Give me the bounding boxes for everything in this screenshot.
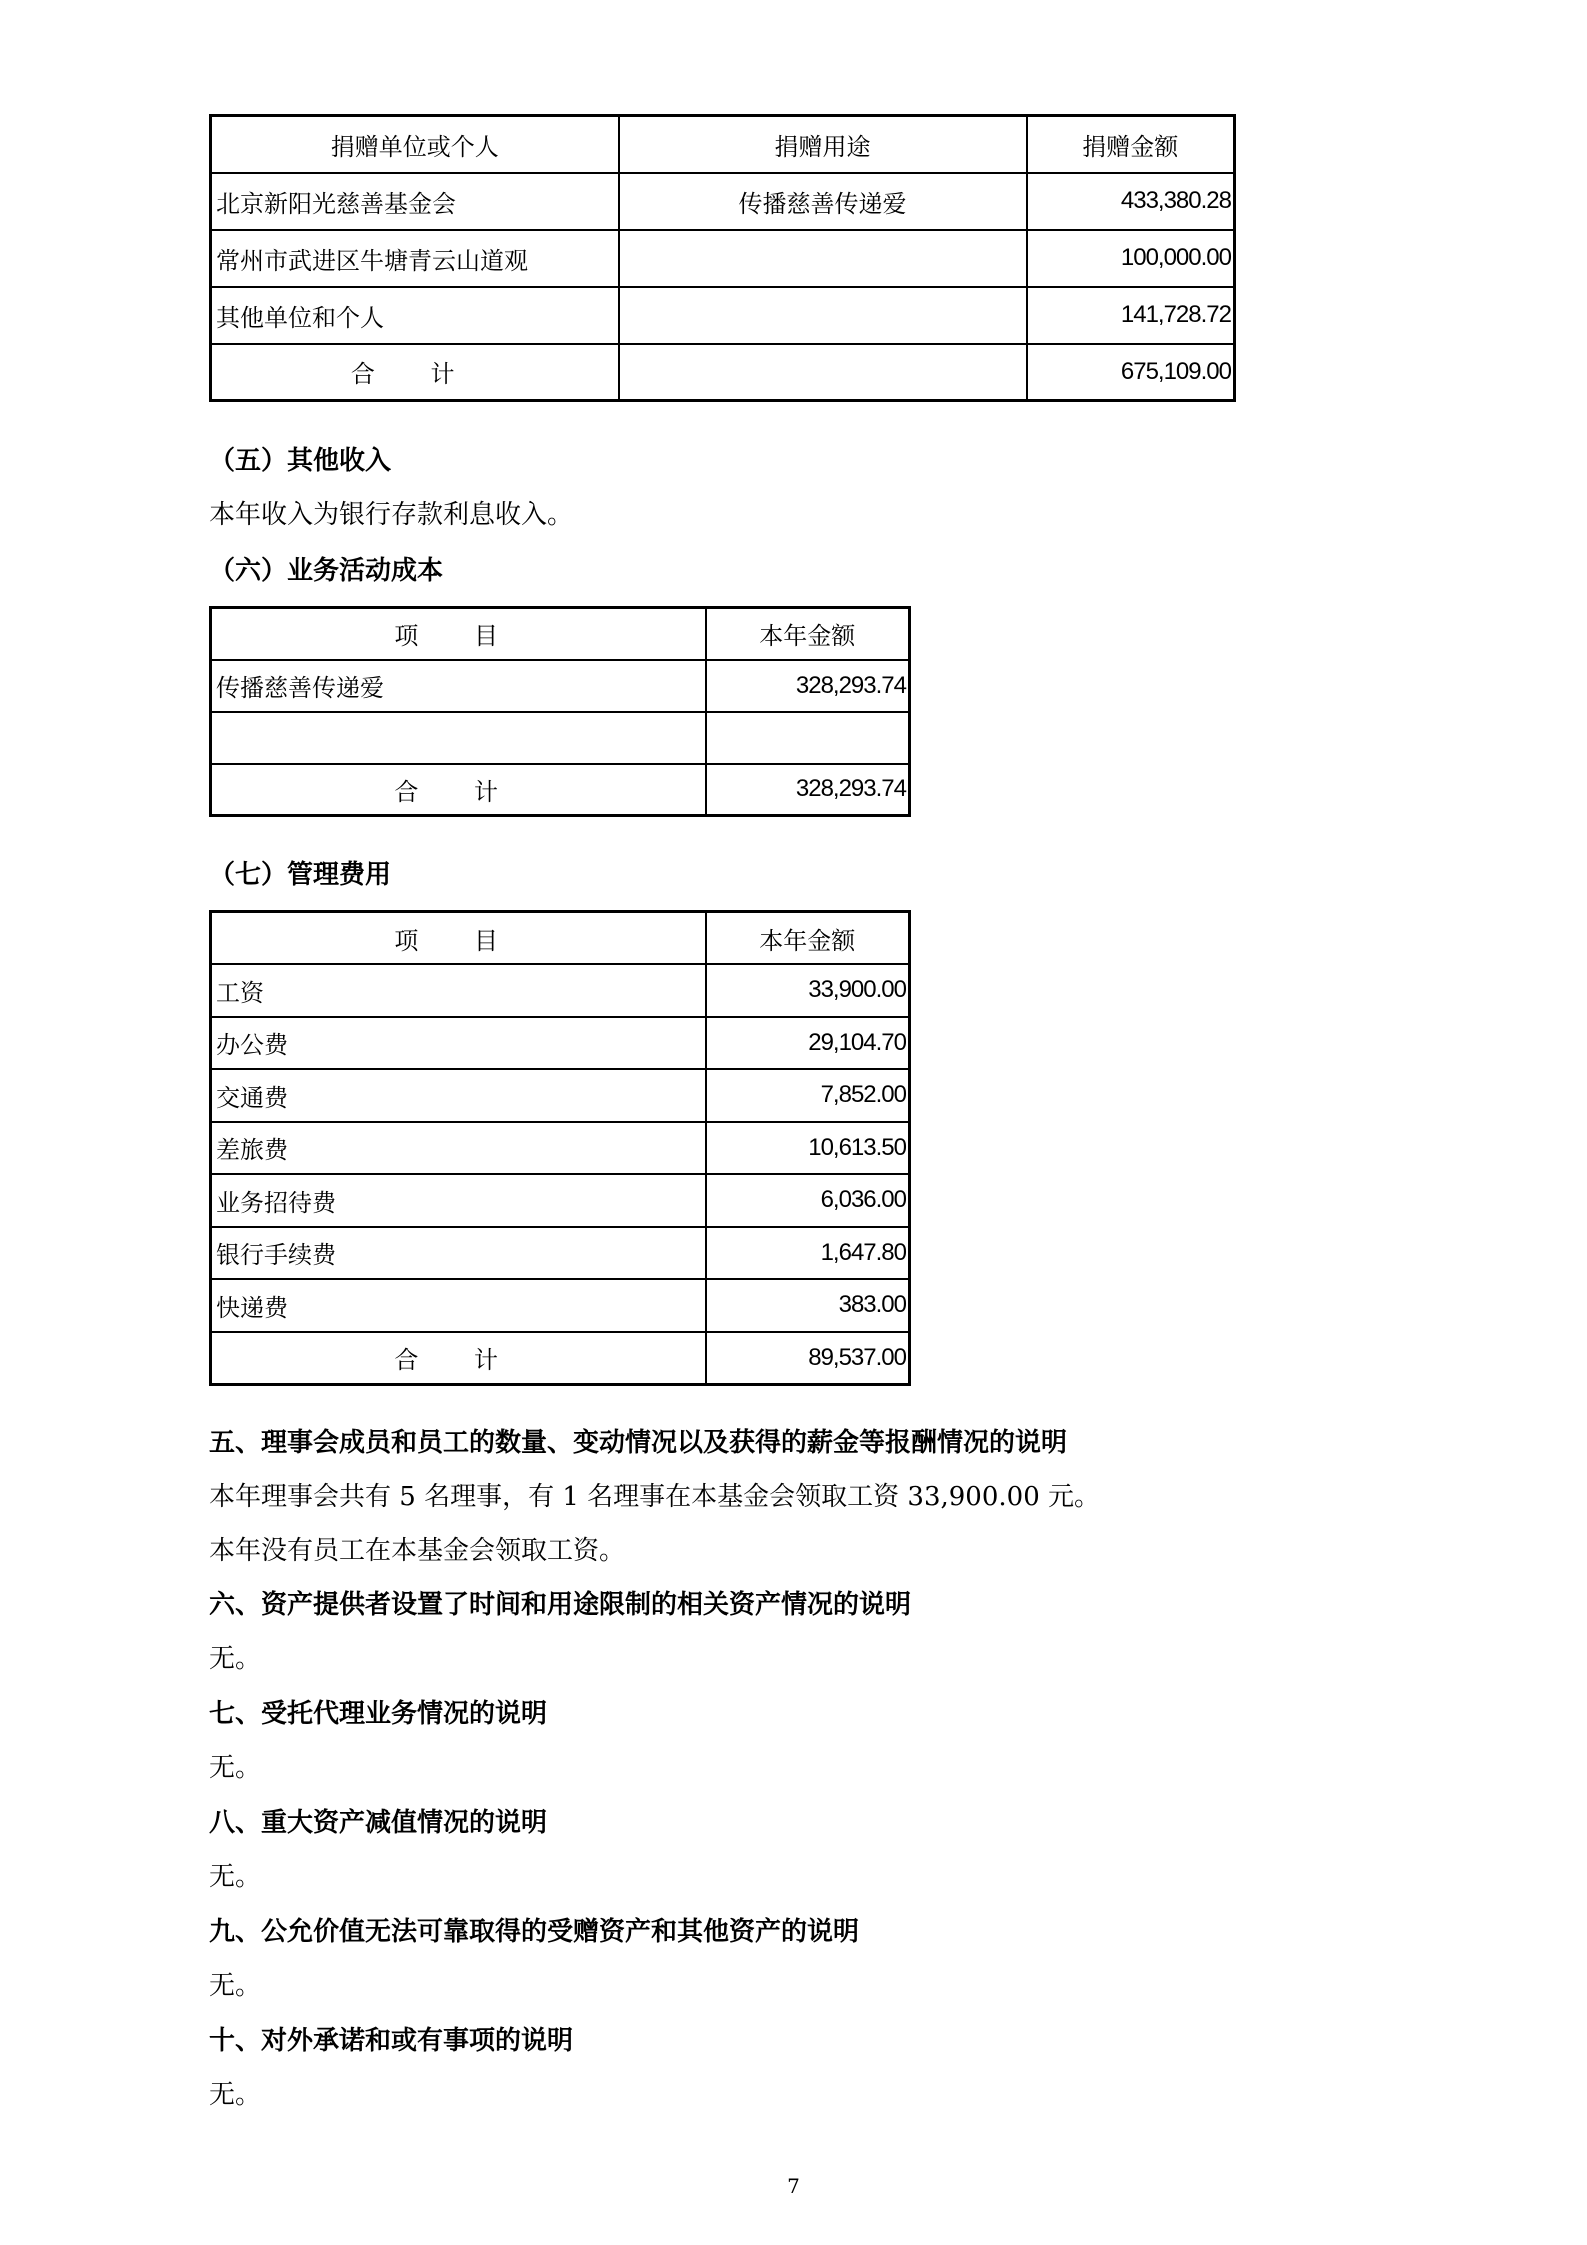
table-row — [211, 660, 910, 712]
amount-cell — [706, 712, 910, 764]
amount-cell: 100,000.00 — [1027, 230, 1235, 287]
table-row — [211, 173, 1235, 230]
total-row — [211, 764, 910, 816]
purpose-cell — [619, 287, 1027, 344]
total-amount: 675,109.00 — [1027, 344, 1235, 401]
table-row — [211, 230, 1235, 287]
amount-cell: 33,900.00 — [706, 964, 910, 1017]
total-amount: 328,293.74 — [706, 764, 910, 816]
item-cell: 传播慈善传递爱 — [211, 660, 706, 712]
note-7-text: 无。 — [209, 1753, 262, 1783]
note-10-text: 无。 — [209, 2080, 262, 2110]
header-amount: 本年金额 — [706, 608, 910, 660]
purpose-cell: 传播慈善传递爱 — [619, 173, 1027, 230]
item-cell: 快递费 — [211, 1279, 706, 1332]
amount-cell: 1,647.80 — [706, 1227, 910, 1280]
total-row — [211, 1332, 910, 1385]
header-donor: 捐赠单位或个人 — [211, 116, 619, 173]
total-label-text: 合 计 — [350, 360, 479, 389]
empty-cell — [619, 344, 1027, 401]
amount-cell: 6,036.00 — [706, 1174, 910, 1227]
total-amount: 89,537.00 — [706, 1332, 910, 1385]
donor-cell: 北京新阳光慈善基金会 — [211, 173, 619, 230]
item-cell: 银行手续费 — [211, 1227, 706, 1280]
donor-cell: 其他单位和个人 — [211, 287, 619, 344]
table-row — [211, 1227, 910, 1280]
note-heading-7: 七、受托代理业务情况的说明 — [209, 1699, 548, 1729]
note-5-line-1: 本年理事会共有 5 名理事，有 1 名理事在本基金会领取工资 33,900.00 元。 — [209, 1482, 1100, 1512]
item-cell: 业务招待费 — [211, 1174, 706, 1227]
table-row — [211, 1279, 910, 1332]
donation-table — [209, 114, 1236, 402]
header-item-text: 项 目 — [394, 622, 523, 651]
page-number: 7 — [787, 2174, 800, 2198]
other-income-text: 本年收入为银行存款利息收入。 — [209, 500, 574, 530]
table-row — [211, 1174, 910, 1227]
table-row — [211, 287, 1235, 344]
table-row — [211, 964, 910, 1017]
header-purpose: 捐赠用途 — [619, 116, 1027, 173]
amount-cell: 433,380.28 — [1027, 173, 1235, 230]
header-item — [211, 912, 706, 965]
table-header-row — [211, 912, 910, 965]
note-9-text: 无。 — [209, 1971, 262, 2001]
amount-cell: 10,613.50 — [706, 1122, 910, 1175]
item-cell — [211, 712, 706, 764]
note-6-text: 无。 — [209, 1644, 262, 1674]
table-header-row — [211, 116, 1235, 173]
table-row — [211, 1017, 910, 1070]
admin-expense-table — [209, 910, 911, 1386]
header-item-text: 项 目 — [394, 926, 523, 955]
section-heading-other-income: （五）其他收入 — [209, 446, 392, 476]
header-item — [211, 608, 706, 660]
amount-cell: 141,728.72 — [1027, 287, 1235, 344]
note-heading-9: 九、公允价值无法可靠取得的受赠资产和其他资产的说明 — [209, 1917, 860, 1947]
header-amount: 本年金额 — [706, 912, 910, 965]
note-8-text: 无。 — [209, 1862, 262, 1892]
table-row — [211, 712, 910, 764]
total-label — [211, 1332, 706, 1385]
purpose-cell — [619, 230, 1027, 287]
amount-cell: 328,293.74 — [706, 660, 910, 712]
table-row — [211, 1122, 910, 1175]
item-cell: 差旅费 — [211, 1122, 706, 1175]
header-amount: 捐赠金额 — [1027, 116, 1235, 173]
table-row — [211, 1069, 910, 1122]
total-label — [211, 344, 619, 401]
note-heading-6: 六、资产提供者设置了时间和用途限制的相关资产情况的说明 — [209, 1590, 912, 1620]
item-cell: 办公费 — [211, 1017, 706, 1070]
amount-cell: 7,852.00 — [706, 1069, 910, 1122]
business-cost-table — [209, 606, 911, 817]
section-heading-admin-expenses: （七）管理费用 — [209, 860, 392, 890]
table-header-row — [211, 608, 910, 660]
donor-cell: 常州市武进区牛塘青云山道观 — [211, 230, 619, 287]
amount-cell: 29,104.70 — [706, 1017, 910, 1070]
total-label — [211, 764, 706, 816]
note-heading-5: 五、理事会成员和员工的数量、变动情况以及获得的薪金等报酬情况的说明 — [209, 1428, 1068, 1458]
item-cell: 交通费 — [211, 1069, 706, 1122]
total-row — [211, 344, 1235, 401]
total-label-text: 合 计 — [394, 777, 523, 806]
total-label-text: 合 计 — [394, 1346, 523, 1374]
amount-cell: 383.00 — [706, 1279, 910, 1332]
item-cell: 工资 — [211, 964, 706, 1017]
note-heading-8: 八、重大资产减值情况的说明 — [209, 1808, 548, 1838]
note-5-line-2: 本年没有员工在本基金会领取工资。 — [209, 1536, 626, 1566]
section-heading-business-cost: （六）业务活动成本 — [209, 556, 444, 586]
note-heading-10: 十、对外承诺和或有事项的说明 — [209, 2026, 574, 2056]
